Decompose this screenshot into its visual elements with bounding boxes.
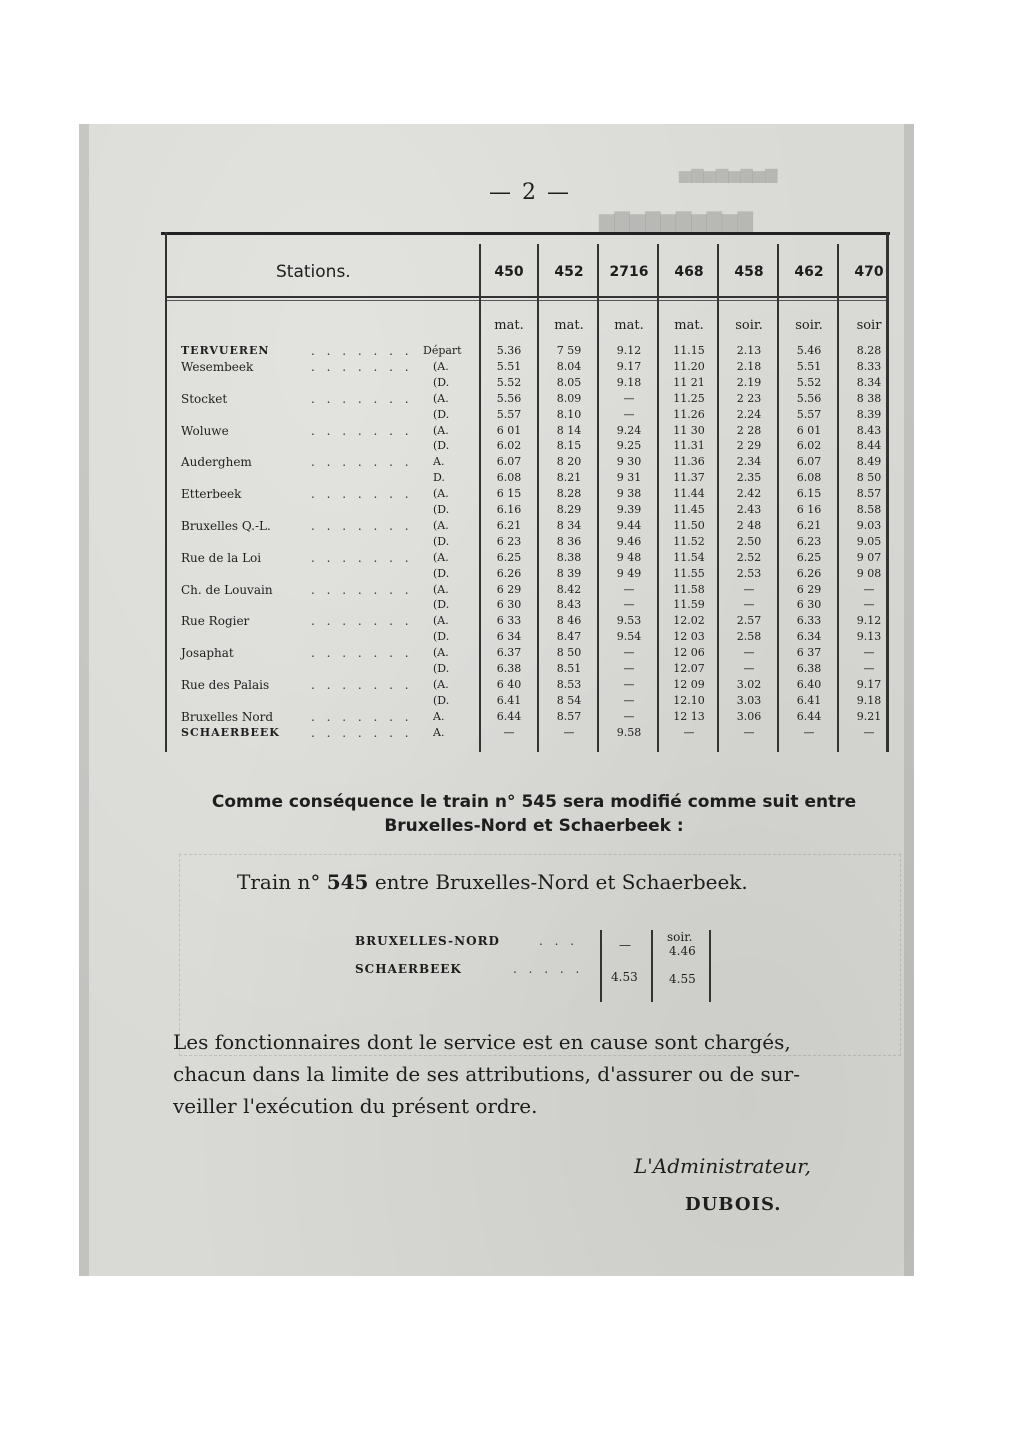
arrival-departure-mark: (D. [433,439,450,453]
time-cell: 8.10 [556,407,582,421]
time-cell: — [623,693,635,707]
train-cell: 4.55 [669,972,696,986]
train-number-header: 462 [794,264,824,280]
consequence-note [169,790,899,838]
time-cell: 12 06 [673,646,705,660]
time-cell: 9 31 [616,471,642,485]
time-cell: 3.02 [736,677,762,691]
closing-line: veiller l'exécution du présent ordre. [173,1094,538,1118]
time-cell: 8 46 [556,614,582,628]
time-cell: 6.44 [496,709,522,723]
station-name: SCHAERBEEK [181,725,280,739]
time-cell: — [623,709,635,723]
time-cell: 6 30 [796,598,822,612]
time-cell: 6.07 [496,455,522,469]
time-cell: 9.53 [616,614,642,628]
leader-dots: . . . . . . . [311,487,413,502]
time-cell: 8.43 [856,423,882,437]
time-cell: 11.37 [673,471,705,485]
period-label: mat. [554,318,584,333]
time-cell: 6.21 [796,518,822,532]
arrival-departure-mark: (D. [433,662,450,675]
time-cell: 6 01 [496,423,522,437]
arrival-departure-mark: (A. [433,423,449,437]
time-cell: 9.17 [856,677,882,691]
time-cell: 6 29 [496,582,522,596]
time-cell: 6.02 [496,439,522,453]
arrival-departure-mark: (A. [433,582,449,596]
time-cell: 6.26 [496,566,522,580]
time-cell: 8.04 [556,359,582,373]
time-cell: 2.18 [736,359,762,373]
time-cell: — [623,646,635,660]
time-cell: 8.58 [856,503,882,516]
train-cell: — [619,938,631,952]
time-cell: 6 34 [496,630,522,644]
time-cell: 5.56 [796,391,822,405]
period-label: mat. [614,318,644,333]
time-cell: 9.17 [616,359,642,373]
arrival-departure-mark: (D. [433,693,450,707]
time-cell: 12.02 [673,614,705,628]
time-cell: 9.18 [616,375,642,389]
timetable [161,232,890,752]
bleed-through-mark: ▆▅▆▅▆▅▆▅ [679,164,778,183]
time-cell: 11.36 [673,455,705,469]
station-name: Wesembeek [181,359,254,374]
arrival-departure-mark: (D. [433,630,450,644]
time-cell: 8.28 [556,487,582,501]
time-cell: 2 23 [736,391,762,405]
time-cell: 12.07 [673,662,705,675]
leader-dots: . . . . . . . [311,391,413,406]
closing-paragraph [173,1026,893,1122]
time-cell: 9.58 [616,725,642,739]
train-number-header: 450 [494,264,524,280]
time-cell: 8.09 [556,391,582,405]
time-cell: 6 29 [796,582,822,596]
time-cell: 2.34 [736,455,762,469]
time-cell: 5.46 [796,344,822,357]
time-cell: 2.52 [736,550,762,564]
time-cell: 8.43 [556,598,582,612]
train-number-header: 452 [554,264,584,280]
train-table-rule [709,930,711,1002]
arrival-departure-mark: (D. [433,534,450,548]
arrival-departure-mark: (A. [433,646,449,660]
time-cell: 5.56 [496,391,522,405]
arrival-departure-mark: (A. [433,487,449,501]
period-label: soir. [735,318,763,333]
time-cell: — [863,725,875,739]
arrival-departure-mark: (D. [433,598,450,612]
time-cell: 8 50 [556,646,582,660]
time-cell: — [563,725,575,739]
time-cell: 8 50 [856,471,882,485]
time-cell: 8.44 [856,439,882,453]
leader-dots: . . . . . [513,962,584,976]
time-cell: 2 28 [736,423,762,437]
time-cell: 12.10 [673,693,705,707]
bleed-through-mark: ▇▆▇▆▇▆▇▆▇▆ [599,208,753,232]
time-cell: 8.05 [556,375,582,389]
time-cell: 6.16 [496,503,522,516]
time-cell: 8.39 [856,407,882,421]
train-title [237,870,748,894]
train-period: soir. [667,930,693,944]
time-cell: 5.51 [496,359,522,373]
time-cell: 12 13 [673,709,705,723]
page-number: — 2 — [489,180,571,205]
time-cell: 9.12 [616,344,642,357]
time-cell: 8 54 [556,693,582,707]
arrival-departure-mark: (A. [433,614,449,628]
time-cell: 8.53 [556,677,582,691]
time-cell: 9.05 [856,534,882,548]
arrival-departure-mark: (A. [433,391,449,405]
time-cell: 11.26 [673,407,705,421]
time-cell: 8.57 [556,709,582,723]
time-cell: 8 20 [556,455,582,469]
time-cell: 6.40 [796,677,822,691]
time-cell: 9.13 [856,630,882,644]
arrival-departure-mark: D. [433,471,445,485]
arrival-departure-mark: (D. [433,566,450,580]
time-cell: — [863,646,875,660]
time-cell: — [743,725,755,739]
time-cell: 9.44 [616,518,642,532]
time-cell: 8.51 [556,662,582,675]
time-cell: — [803,725,815,739]
closing-line: chacun dans la limite de ses attributions, d'assurer ou de sur- [173,1062,800,1086]
leader-dots: . . . . . . . [311,455,413,470]
time-cell: 8 14 [556,423,582,437]
time-cell: 11 21 [673,375,705,389]
leader-dots: . . . [539,934,579,948]
leader-dots: . . . . . . . [311,725,413,740]
time-cell: 7 59 [556,344,582,357]
time-cell: 11.58 [673,582,705,596]
leader-dots: . . . . . . . [311,646,413,661]
time-cell: 2.57 [736,614,762,628]
time-cell: 9 38 [616,487,642,501]
time-cell: 8.33 [856,359,882,373]
time-cell: — [623,391,635,405]
time-cell: 6.02 [796,439,822,453]
time-cell: — [683,725,695,739]
time-cell: 5.52 [796,375,822,389]
time-cell: 6.08 [496,471,522,485]
time-cell: 9.39 [616,503,642,516]
time-cell: 11.15 [673,344,705,357]
leader-dots: . . . . . . . [311,709,413,724]
train-cell: 4.46 [669,944,696,958]
time-cell: 9.54 [616,630,642,644]
leader-dots: . . . . . . . [311,518,413,533]
station-name: Josaphat [181,646,234,661]
time-cell: 12 03 [673,630,705,644]
time-cell: 5.57 [796,407,822,421]
time-cell: 8.29 [556,503,582,516]
time-cell: 2.13 [736,344,762,357]
station-name: Rue de la Loi [181,550,262,565]
time-cell: 6.38 [796,662,822,675]
time-cell: 2.43 [736,503,762,516]
time-cell: — [863,662,875,675]
time-cell: 9.03 [856,518,882,532]
time-cell: 3.06 [736,709,762,723]
time-cell: 6.38 [496,662,522,675]
time-cell: 6.34 [796,630,822,644]
train-number-header: 468 [674,264,704,280]
time-cell: 9.12 [856,614,882,628]
station-name: Bruxelles Q.-L. [181,518,271,533]
time-cell: 9 08 [856,566,882,580]
consequence-line: Comme conséquence le train n° 545 sera modifié comme suit entre [211,792,857,812]
time-cell: 11 30 [673,423,705,437]
page-right-shadow [904,124,914,1276]
arrival-departure-mark: (D. [433,503,450,516]
time-cell: 6.44 [796,709,822,723]
time-cell: 8.28 [856,344,882,357]
time-cell: 9.18 [856,693,882,707]
time-cell: 2 48 [736,518,762,532]
time-cell: 8.49 [856,455,882,469]
time-cell: 11.50 [673,518,705,532]
time-cell: 6.25 [796,550,822,564]
period-label: mat. [494,318,524,333]
arrival-departure-mark: A. [433,725,445,739]
time-cell: 8.38 [556,550,582,564]
time-cell: 2 29 [736,439,762,453]
train-cell: 4.53 [611,970,638,984]
time-cell: 6 30 [496,598,522,612]
time-cell: 6 40 [496,677,522,691]
time-cell: 2.19 [736,375,762,389]
leader-dots: . . . . . . . [311,614,413,629]
closing-line: Les fonctionnaires dont le service est en cause sont chargés, [173,1030,791,1054]
time-cell: 8 36 [556,534,582,548]
time-cell: 9 49 [616,566,642,580]
consequence-line: Bruxelles-Nord et Schaerbeek : [384,816,684,836]
time-cell: 2.35 [736,471,762,485]
time-cell: 6.26 [796,566,822,580]
time-cell: 8.21 [556,471,582,485]
time-cell: 2.42 [736,487,762,501]
time-cell: 6 23 [496,534,522,548]
time-cell: 6 37 [796,646,822,660]
time-cell: 6.25 [496,550,522,564]
time-cell: 6.21 [496,518,522,532]
time-cell: 9 07 [856,550,882,564]
time-cell: 2.53 [736,566,762,580]
time-cell: 12 09 [673,677,705,691]
time-cell: — [503,725,515,739]
arrival-departure-mark: A. [433,455,445,469]
time-cell: 11.25 [673,391,705,405]
time-cell: 8.42 [556,582,582,596]
table-top-rule [161,232,890,235]
arrival-departure-mark: (D. [433,407,450,421]
time-cell: 9.25 [616,439,642,453]
time-cell: 5.57 [496,407,522,421]
leader-dots: . . . . . . . [311,582,413,597]
train-number: 545 [326,870,369,894]
table-left-rule [165,232,167,752]
time-cell: 11.45 [673,503,705,516]
time-cell: 6.23 [796,534,822,548]
time-cell: 8.34 [856,375,882,389]
time-cell: — [863,598,875,612]
time-cell: 3.03 [736,693,762,707]
time-cell: 6.07 [796,455,822,469]
station-name: Rue des Palais [181,677,270,692]
station-name: Auderghem [181,455,252,470]
arrival-departure-mark: (A. [433,359,449,373]
time-cell: — [623,407,635,421]
time-cell: 8 39 [556,566,582,580]
station-name: Etterbeek [181,487,242,502]
time-cell: 11.31 [673,439,705,453]
time-cell: — [863,582,875,596]
time-cell: 6 33 [496,614,522,628]
train-table-rule [600,930,602,1002]
train-number-header: 2716 [609,264,649,280]
time-cell: 5.36 [496,344,522,357]
time-cell: 11.20 [673,359,705,373]
time-cell: 6 01 [796,423,822,437]
train-title-suffix: entre Bruxelles-Nord et Schaerbeek. [374,870,748,894]
train-table-rule [651,930,653,1002]
time-cell: — [743,662,755,675]
time-cell: — [623,677,635,691]
time-cell: 6 15 [496,487,522,501]
scanned-page [79,124,914,1276]
signature-name: DUBOIS. [685,1194,782,1215]
time-cell: 8.47 [556,630,582,644]
time-cell: 8.15 [556,439,582,453]
time-cell: 9 30 [616,455,642,469]
time-cell: 6.41 [796,693,822,707]
time-cell: 9.46 [616,534,642,548]
time-cell: 6.08 [796,471,822,485]
arrival-departure-mark: (D. [433,375,450,389]
stations-header: Stations. [276,262,351,282]
time-cell: 2.58 [736,630,762,644]
arrival-departure-mark: (A. [433,677,449,691]
time-cell: 6.37 [496,646,522,660]
time-cell: 6.15 [796,487,822,501]
leader-dots: . . . . . . . [311,344,413,358]
station-name: Woluwe [181,423,229,438]
time-cell: 9.24 [616,423,642,437]
station-name: Bruxelles Nord [181,709,274,724]
leader-dots: . . . . . . . [311,423,413,438]
time-cell: 9 48 [616,550,642,564]
time-cell: — [743,646,755,660]
station-name: Ch. de Louvain [181,582,273,597]
time-cell: — [623,582,635,596]
time-cell: — [623,662,635,675]
arrival-departure-mark: (A. [433,550,449,564]
period-label: soir [856,318,882,333]
station-name: Rue Rogier [181,614,250,629]
arrival-departure-mark: Départ [423,344,462,357]
time-cell: 9.21 [856,709,882,723]
time-cell: 5.51 [796,359,822,373]
station-name: TERVUEREN [181,344,270,357]
signature-title: L'Administrateur, [634,1154,811,1178]
train-row-station: BRUXELLES-NORD [355,934,500,948]
train-title-prefix: Train n° [237,870,321,894]
period-label: mat. [674,318,704,333]
arrival-departure-mark: (A. [433,518,449,532]
time-cell: 8 38 [856,391,882,405]
time-cell: — [743,582,755,596]
time-cell: — [743,598,755,612]
time-cell: 11.59 [673,598,705,612]
time-cell: 8.57 [856,487,882,501]
train-number-header: 458 [734,264,764,280]
time-cell: 11.52 [673,534,705,548]
time-cell: 11.54 [673,550,705,564]
time-cell: 11.55 [673,566,705,580]
time-cell: 2.50 [736,534,762,548]
leader-dots: . . . . . . . [311,677,413,692]
arrival-departure-mark: A. [433,709,445,723]
station-name: Stocket [181,391,228,406]
page-left-shadow [79,124,89,1276]
time-cell: — [623,598,635,612]
leader-dots: . . . . . . . [311,359,413,374]
time-cell: 8 34 [556,518,582,532]
time-cell: 6.41 [496,693,522,707]
time-cell: 11.44 [673,487,705,501]
train-row-station: SCHAERBEEK [355,962,462,976]
train-number-header: 470 [854,264,884,280]
time-cell: 6 16 [796,503,822,516]
time-cell: 6.33 [796,614,822,628]
leader-dots: . . . . . . . [311,550,413,565]
time-cell: 5.52 [496,375,522,389]
time-cell: 2.24 [736,407,762,421]
period-label: soir. [795,318,823,333]
